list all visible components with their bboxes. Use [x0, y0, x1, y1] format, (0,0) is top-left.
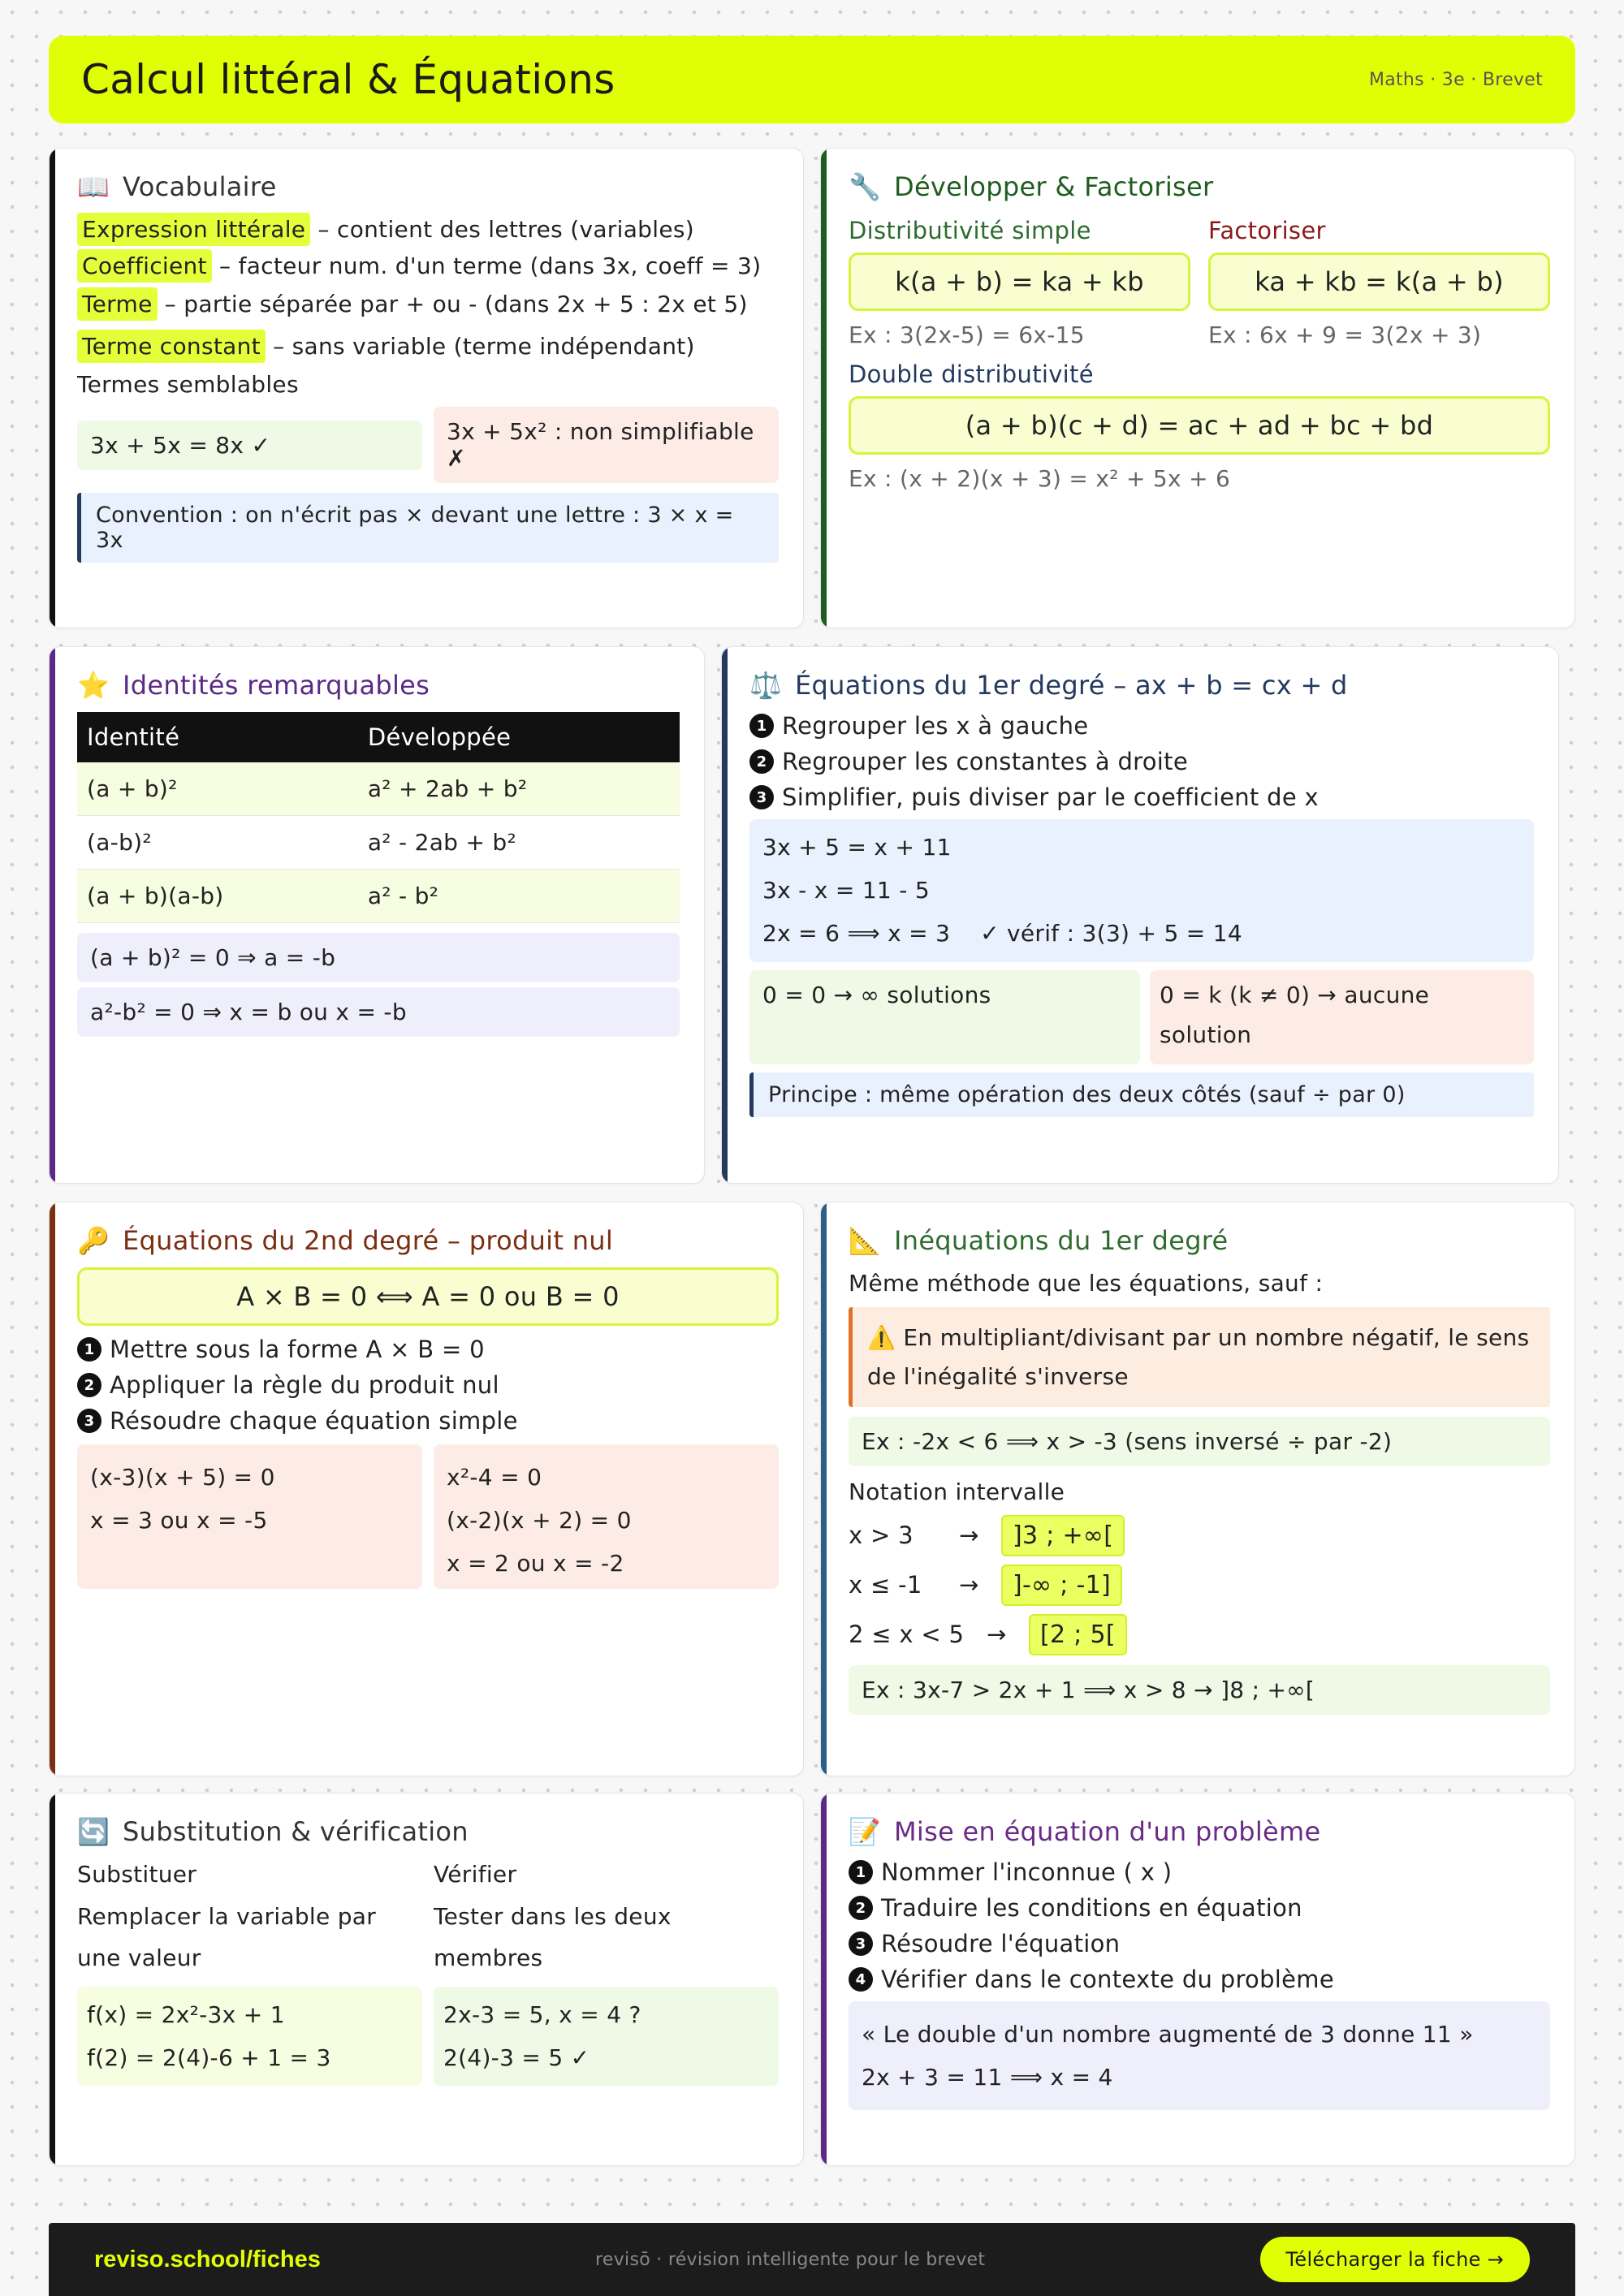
subst-columns	[77, 1858, 779, 2086]
example-line: x = 2 ou x = -2	[447, 1550, 624, 1577]
step	[849, 1894, 1550, 1922]
card-inequations	[820, 1202, 1575, 1776]
col-header: Développée	[358, 712, 680, 762]
step-number: 3	[749, 785, 774, 809]
fact-column	[1208, 214, 1550, 351]
zero-product-formula: A × B = 0 ⟺ A = 0 ou B = 0	[77, 1267, 779, 1326]
vocab-subtitle: Termes semblables	[77, 370, 299, 398]
vocab-term: Terme constant	[77, 330, 266, 363]
interval: ]3 ; +∞[	[1001, 1515, 1125, 1556]
example-ok: 3x + 5x = 8x ✓	[77, 421, 422, 470]
card-title-text: Équations du 2nd degré – produit nul	[123, 1225, 614, 1256]
step	[77, 1371, 779, 1399]
card-title	[849, 1816, 1550, 1847]
problem-answer: 2x + 3 = 11 ⟹ x = 4	[862, 2064, 1113, 2091]
step-text: Vérifier dans le contexte du problème	[881, 1966, 1334, 1993]
interval-row	[849, 1614, 1550, 1655]
interval: ]-∞ ; -1]	[1001, 1564, 1122, 1606]
interval-row	[849, 1564, 1550, 1606]
card-title-text: Inéquations du 1er degré	[894, 1225, 1229, 1256]
step-text: Résoudre chaque équation simple	[110, 1407, 518, 1435]
vocab-line	[77, 287, 779, 322]
double-formula: (a + b)(c + d) = ac + ad + bc + bd	[849, 396, 1550, 455]
case-infinite: 0 = 0 → ∞ solutions	[749, 970, 1140, 1064]
double-title: Double distributivité	[849, 360, 1094, 389]
dist-title: Distributivité simple	[849, 217, 1091, 244]
table-row	[77, 762, 680, 816]
identity-rule: a²-b² = 0 ⇒ x = b ou x = -b	[77, 987, 680, 1037]
dist-formula: k(a + b) = ka + kb	[849, 252, 1190, 311]
cell-developed: a² + 2ab + b²	[358, 762, 680, 816]
vocab-term: Terme	[77, 287, 158, 321]
example-line: x = 3 ou x = -5	[90, 1507, 268, 1534]
step	[749, 748, 1534, 775]
step-number: 1	[749, 714, 774, 738]
column-desc: Remplacer la variable par une valeur	[77, 1903, 377, 1971]
vocab-def: – partie séparée par + ou - (dans 2x + 5 : 2x et 5)	[164, 291, 748, 318]
condition: x ≤ -1	[849, 1571, 922, 1599]
card-title	[77, 1816, 779, 1847]
example-line: f(x) = 2x²-3x + 1	[87, 2000, 285, 2028]
fact-formula: ka + kb = k(a + b)	[1208, 252, 1550, 311]
key-icon: 🔑	[77, 1225, 110, 1256]
worked-example	[749, 819, 1534, 962]
card-title-text: Équations du 1er degré – ax + b = cx + d	[795, 670, 1348, 701]
fact-example: Ex : 6x + 9 = 3(2x + 3)	[1208, 322, 1482, 348]
example: Ex : -2x < 6 ⟹ x > -3 (sens inversé ÷ par -2)	[849, 1417, 1550, 1466]
problem-example	[849, 2001, 1550, 2110]
refresh-icon: 🔄	[77, 1816, 110, 1847]
example-2	[434, 1444, 779, 1589]
vocab-line	[77, 250, 779, 282]
card-title	[749, 670, 1534, 701]
step-number: 3	[77, 1409, 102, 1433]
verify-example	[434, 1987, 779, 2086]
cell-developed: a² - b²	[358, 870, 680, 923]
step-number: 2	[849, 1896, 873, 1920]
fact-title: Factoriser	[1208, 217, 1326, 244]
example-line: (x-2)(x + 2) = 0	[447, 1507, 632, 1534]
verify-column	[434, 1858, 779, 2086]
ruler-icon: 📐	[849, 1225, 882, 1256]
interval: [2 ; 5[	[1029, 1614, 1127, 1655]
dist-column	[849, 214, 1190, 351]
page-title: Calcul littéral & Équations	[81, 56, 615, 103]
step-text: Regrouper les x à gauche	[782, 712, 1089, 740]
card-title	[77, 171, 779, 202]
arrow: →	[959, 1571, 979, 1599]
card-vocabulaire	[49, 148, 804, 628]
cell-identity: (a-b)²	[77, 816, 358, 870]
double-example: Ex : (x + 2)(x + 3) = x² + 5x + 6	[849, 465, 1231, 493]
step-number: 2	[77, 1373, 102, 1397]
card-title	[77, 670, 680, 701]
example-line: 2(4)-3 = 5 ✓	[443, 2044, 590, 2072]
footer-link[interactable]: reviso.school/fiches	[94, 2246, 321, 2272]
vocab-term: Coefficient	[77, 249, 212, 283]
example-line: f(2) = 2(4)-6 + 1 = 3	[87, 2044, 331, 2072]
table-header	[77, 712, 680, 762]
step	[849, 1966, 1550, 1993]
card-title	[849, 171, 1550, 202]
card-title-text: Développer & Factoriser	[894, 171, 1214, 202]
arrow: →	[987, 1621, 1007, 1649]
step	[749, 712, 1534, 740]
example-line: 3x - x = 11 - 5	[762, 877, 930, 904]
card-title-text: Identités remarquables	[123, 670, 430, 701]
step	[77, 1336, 779, 1363]
condition: 2 ≤ x < 5	[849, 1621, 965, 1649]
condition: x > 3	[849, 1521, 914, 1550]
case-none: 0 = k (k ≠ 0) → aucune solution	[1150, 970, 1534, 1064]
vocab-def: – sans variable (terme indépendant)	[273, 332, 695, 360]
notation-title: Notation intervalle	[849, 1478, 1065, 1506]
page-footer	[49, 2223, 1575, 2296]
card-developper	[820, 148, 1575, 628]
step	[849, 1858, 1550, 1886]
example-line: 2x = 6 ⟹ x = 3 ✓ vérif : 3(3) + 5 = 14	[762, 920, 1242, 947]
interval-row	[849, 1515, 1550, 1556]
download-button[interactable]: Télécharger la fiche →	[1260, 2237, 1530, 2282]
example-line: x²-4 = 0	[447, 1464, 542, 1491]
card-title-text: Vocabulaire	[123, 171, 277, 202]
vocab-def: – contient des lettres (variables)	[317, 216, 694, 243]
step-number: 3	[849, 1931, 873, 1956]
special-cases	[749, 970, 1534, 1064]
example-line: 2x-3 = 5, x = 4 ?	[443, 2000, 641, 2028]
step-number: 1	[849, 1860, 873, 1884]
examples	[77, 1444, 779, 1589]
card-substitution	[49, 1793, 804, 2166]
example-line: (x-3)(x + 5) = 0	[90, 1464, 275, 1491]
vocab-def: – facteur num. d'un terme (dans 3x, coeff = 3)	[219, 252, 762, 280]
step-text: Résoudre l'équation	[881, 1930, 1121, 1957]
card-equations-2	[49, 1202, 804, 1776]
table-row	[77, 816, 680, 870]
vocab-line	[77, 214, 779, 245]
memo-icon: 📝	[849, 1816, 882, 1847]
vocab-term: Expression littérale	[77, 213, 310, 246]
card-title-text: Substitution & vérification	[123, 1816, 469, 1847]
intro-text: Même méthode que les équations, sauf :	[849, 1270, 1324, 1297]
step-text: Mettre sous la forme A × B = 0	[110, 1336, 485, 1363]
cell-identity: (a + b)(a-b)	[77, 870, 358, 923]
step-text: Nommer l'inconnue ( x )	[881, 1858, 1173, 1886]
step-number: 2	[749, 749, 774, 774]
identity-rule: (a + b)² = 0 ⇒ a = -b	[77, 933, 680, 982]
arrow: →	[959, 1521, 979, 1550]
card-title	[849, 1225, 1550, 1256]
step-text: Appliquer la règle du produit nul	[110, 1371, 499, 1399]
identities-table	[77, 712, 680, 923]
check-text: ✓ vérif : 3(3) + 5 = 14	[980, 920, 1242, 947]
column-desc: Tester dans les deux membres	[434, 1903, 672, 1971]
step-text: Traduire les conditions en équation	[881, 1894, 1302, 1922]
example-line: 3x + 5 = x + 11	[762, 834, 952, 861]
column-title: Vérifier	[434, 1861, 517, 1888]
scale-icon: ⚖️	[749, 670, 783, 701]
example-ko: 3x + 5x² : non simplifiable ✗	[434, 407, 779, 483]
step	[77, 1407, 779, 1435]
example-2: Ex : 3x-7 > 2x + 1 ⟹ x > 8 → ]8 ; +∞[	[849, 1665, 1550, 1715]
card-title-text: Mise en équation d'un problème	[894, 1816, 1321, 1847]
dist-example: Ex : 3(2x-5) = 6x-15	[849, 322, 1085, 348]
card-identites	[49, 646, 705, 1184]
col-header: Identité	[77, 712, 358, 762]
convention-note: Convention : on n'écrit pas × devant une lettre : 3 × x = 3x	[77, 493, 779, 563]
step-number: 4	[849, 1967, 873, 1992]
table-row	[77, 870, 680, 923]
book-icon: 📖	[77, 171, 110, 202]
step	[849, 1930, 1550, 1957]
column-title: Substituer	[77, 1861, 197, 1888]
dev-columns	[849, 214, 1550, 351]
problem-statement: « Le double d'un nombre augmenté de 3 donne 11 »	[862, 2021, 1474, 2048]
card-equations-1	[721, 646, 1559, 1184]
footer-tagline: revisō · révision intelligente pour le brevet	[595, 2249, 986, 2270]
vocab-line	[77, 330, 779, 362]
page-meta: Maths · 3e · Brevet	[1368, 69, 1543, 90]
subst-example	[77, 1987, 422, 2086]
similar-terms	[77, 407, 779, 483]
cell-developed: a² - 2ab + b²	[358, 816, 680, 870]
page-header	[49, 36, 1575, 123]
principle-note: Principe : même opération des deux côtés (sauf ÷ par 0)	[749, 1072, 1534, 1117]
step-number: 1	[77, 1337, 102, 1362]
example-1	[77, 1444, 422, 1589]
star-icon: ⭐	[77, 670, 110, 701]
step-text: Simplifier, puis diviser par le coefficient de x	[782, 783, 1319, 811]
step-text: Regrouper les constantes à droite	[782, 748, 1188, 775]
card-title	[77, 1225, 779, 1256]
warning-note: ⚠️ En multipliant/divisant par un nombre négatif, le sens de l'inégalité s'inverse	[849, 1307, 1550, 1407]
wrench-icon: 🔧	[849, 171, 882, 202]
cell-identity: (a + b)²	[77, 762, 358, 816]
step	[749, 783, 1534, 811]
subst-column	[77, 1858, 422, 2086]
card-probleme	[820, 1793, 1575, 2166]
